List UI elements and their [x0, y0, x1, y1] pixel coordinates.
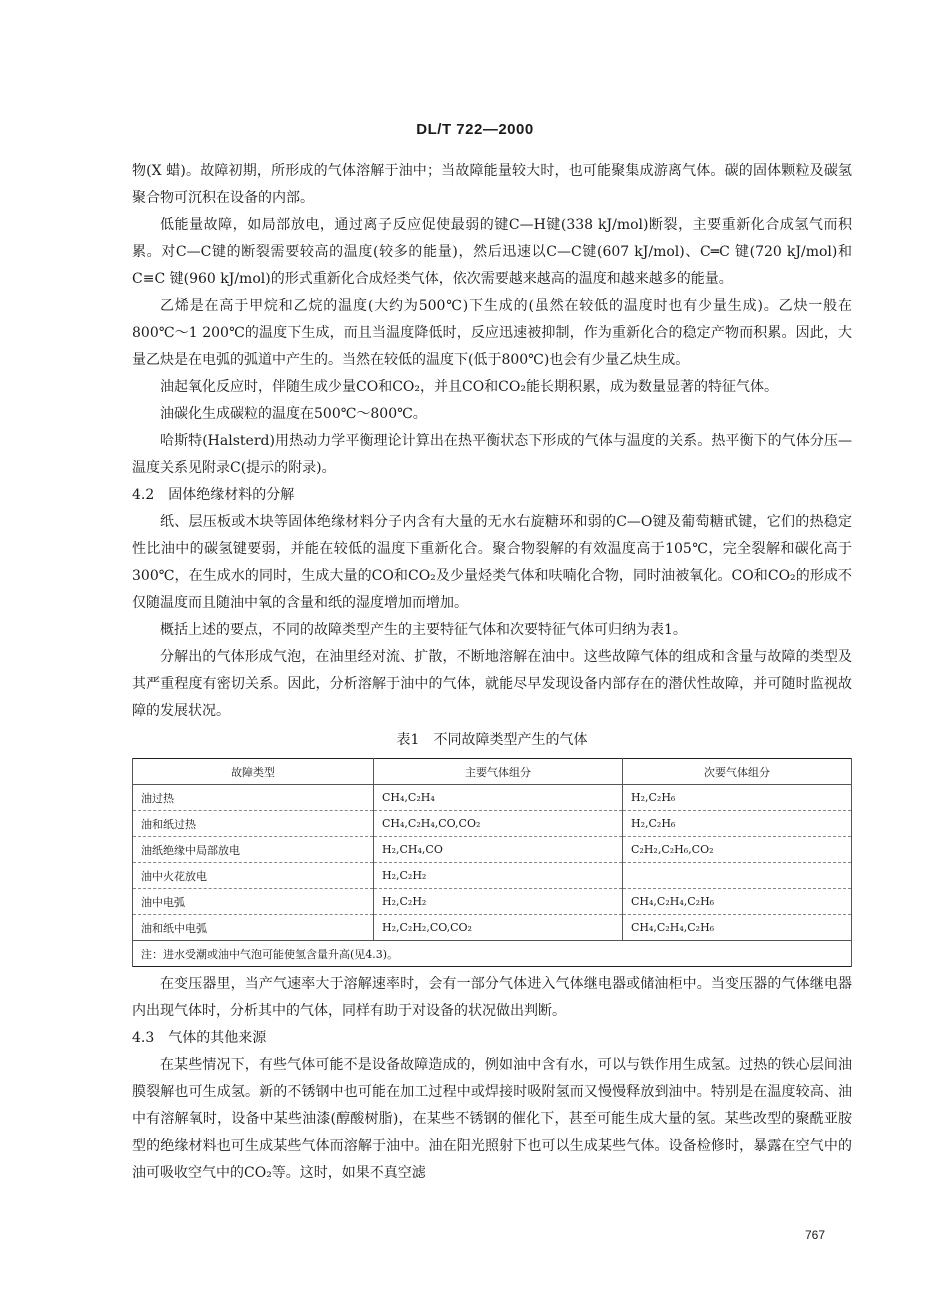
- table-caption: 表1 不同故障类型产生的气体: [396, 732, 588, 748]
- paragraph: 分解出的气体形成气泡，在油里经对流、扩散，不断地溶解在油中。这些故障气体的组成和含量与故障的类型及其严重程度有密切关系。因此，分析溶解于油中的气体，就能尽早发现设备内部存在的潜伏性故障，并可随时监视故障的发展状况。: [132, 649, 852, 719]
- table-cell: 油和纸中电弧: [133, 915, 374, 941]
- paragraph: 乙烯是在高于甲烷和乙烷的温度(大约为500℃)下生成的(虽然在较低的温度时也有少量生成)。乙炔一般在800℃～1 200℃的温度下生成，而且当温度降低时，反应迅速被抑制，作为重新化合的稳定产物而积累。因此，大量乙炔是在电弧的弧道中产生的。当然在较低的温度下(低于800℃)也会有少量乙炔生成。: [132, 298, 852, 368]
- table-cell: CH₄,C₂H₄: [374, 785, 623, 811]
- table-note: 注：进水受潮或油中气泡可能使氢含量升高(见4.3)。: [133, 941, 852, 967]
- table-cell: 油和纸过热: [133, 811, 374, 837]
- paragraph: 低能量故障，如局部放电，通过离子反应促使最弱的键C—H键(338 kJ/mol)断裂，主要重新化合成氢气而积累。对C—C键的断裂需要较高的温度(较多的能量)，然后迅速以C—C键(607 kJ/mol)、C═C 键(720 kJ/mol)和 C≡C 键(960 kJ/mol)的形式重新化合成烃类气体，依次需要越来越高的温度和越来越多的能量。: [132, 217, 852, 287]
- table-row: [133, 811, 852, 837]
- table-cell: H₂,C₂H₂: [374, 889, 623, 915]
- gas-table: [132, 758, 852, 967]
- table-cell: H₂,C₂H₂: [374, 863, 623, 889]
- table-cell: 油中火花放电: [133, 863, 374, 889]
- table-row: [133, 837, 852, 863]
- column-header: 故障类型: [133, 759, 374, 785]
- table-row: [133, 863, 852, 889]
- table-cell: CH₄,C₂H₄,C₂H₆: [623, 915, 852, 941]
- table-cell: C₂H₂,C₂H₆,CO₂: [623, 837, 852, 863]
- table-cell: 油纸绝缘中局部放电: [133, 837, 374, 863]
- table-row: [133, 915, 852, 941]
- column-header: 次要气体组分: [623, 759, 852, 785]
- section-heading-4-3: 4.3 气体的其他来源: [132, 1030, 267, 1046]
- table-header-row: [133, 759, 852, 785]
- table-cell: H₂,C₂H₆: [623, 785, 852, 811]
- table-cell: CH₄,C₂H₄,C₂H₆: [623, 889, 852, 915]
- table-row: [133, 889, 852, 915]
- paragraph: 纸、层压板或木块等固体绝缘材料分子内含有大量的无水右旋糖环和弱的C—O键及葡萄糖甙键，它们的热稳定性比油中的碳氢键要弱，并能在较低的温度下重新化合。聚合物裂解的有效温度高于105℃，完全裂解和碳化高于300℃，在生成水的同时，生成大量的CO和CO₂及少量烃类气体和呋喃化合物，同时油被氧化。CO和CO₂的形成不仅随温度而且随油中氧的含量和纸的湿度增加而增加。: [132, 514, 852, 611]
- table-cell: [623, 863, 852, 889]
- table-row: [133, 785, 852, 811]
- table-note-row: [133, 941, 852, 967]
- table-cell: 油过热: [133, 785, 374, 811]
- table-cell: CH₄,C₂H₄,CO,CO₂: [374, 811, 623, 837]
- table-cell: H₂,CH₄,CO: [374, 837, 623, 863]
- page-body: [132, 158, 852, 1187]
- table-cell: H₂,C₂H₂,CO,CO₂: [374, 915, 623, 941]
- paragraph: 哈斯特(Halsterd)用热动力学平衡理论计算出在热平衡状态下形成的气体与温度的关系。热平衡下的气体分压—温度关系见附录C(提示的附录)。: [132, 433, 852, 476]
- paragraph: 在某些情况下，有些气体可能不是设备故障造成的，例如油中含有水，可以与铁作用生成氢。过热的铁心层间油膜裂解也可生成氢。新的不锈钢中也可能在加工过程中或焊接时吸附氢而又慢慢释放到油中。特别是在温度较高、油中有溶解氧时，设备中某些油漆(醇酸树脂)，在某些不锈钢的催化下，甚至可能生成大量的氢。某些改型的聚酰亚胺型的绝缘材料也可生成某些气体而溶解于油中。油在阳光照射下也可以生成某些气体。设备检修时，暴露在空气中的油可吸收空气中的CO₂等。这时，如果不真空滤: [132, 1057, 852, 1181]
- paragraph: 物(X 蜡)。故障初期，所形成的气体溶解于油中；当故障能量较大时，也可能聚集成游离气体。碳的固体颗粒及碳氢聚合物可沉积在设备的内部。: [132, 163, 852, 206]
- paragraph: 油起氧化反应时，伴随生成少量CO和CO₂，并且CO和CO₂能长期积累，成为数量显著的特征气体。: [160, 379, 778, 395]
- page-number: 767: [805, 1228, 826, 1242]
- paragraph: 概括上述的要点，不同的故障类型产生的主要特征气体和次要特征气体可归纳为表1。: [160, 622, 687, 638]
- column-header: 主要气体组分: [374, 759, 623, 785]
- table-cell: H₂,C₂H₆: [623, 811, 852, 837]
- document-header: DL/T 722—2000: [416, 121, 534, 138]
- paragraph: 油碳化生成碳粒的温度在500℃～800℃。: [160, 406, 427, 422]
- paragraph: 在变压器里，当产气速率大于溶解速率时，会有一部分气体进入气体继电器或储油柜中。当变压器的气体继电器内出现气体时，分析其中的气体，同样有助于对设备的状况做出判断。: [132, 976, 852, 1019]
- section-heading-4-2: 4.2 固体绝缘材料的分解: [132, 487, 295, 503]
- table-cell: 油中电弧: [133, 889, 374, 915]
